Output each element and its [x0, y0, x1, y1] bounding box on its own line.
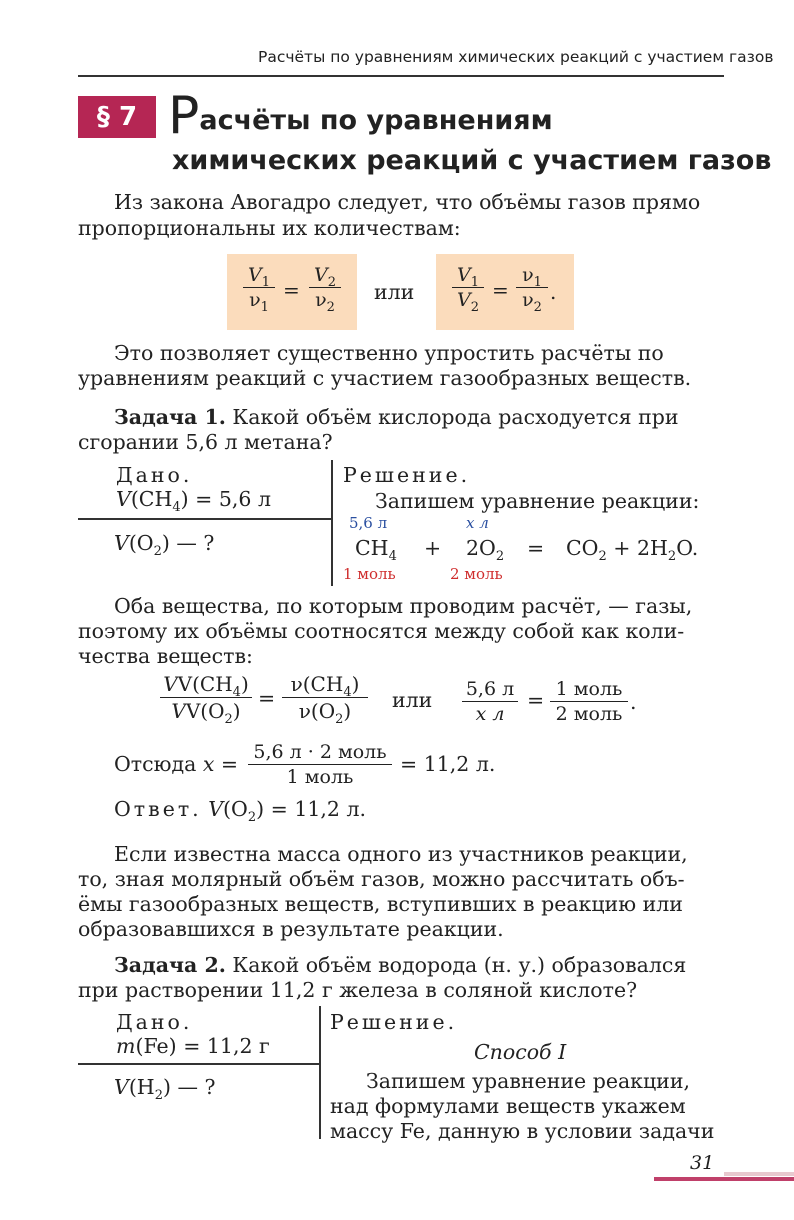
- task1-line2: сгорании 5,6 л метана?: [78, 430, 333, 454]
- task1-solution-label: Решение.: [343, 463, 471, 487]
- task2-given-label: Дано.: [116, 1010, 193, 1034]
- task2-given-value: m(Fe) = 11,2 г: [116, 1034, 270, 1058]
- running-header: Расчёты по уравнениям химических реакций с участием газов: [258, 48, 774, 66]
- reaction-products: $CO_2 + 2H_2O$.: [566, 536, 699, 565]
- para3-line1: Оба вещества, по которым проводим расчёт, — газы,: [114, 594, 693, 618]
- task1-label: Задача 1.: [114, 405, 226, 429]
- title-initial-letter: Р: [168, 86, 200, 146]
- task1-given-label: Дано.: [116, 463, 193, 487]
- calc-fraction: 5,6 л · 2 моль 1 моль: [248, 741, 392, 788]
- para4-line1: Если известна масса одного из участников реакции,: [114, 842, 688, 866]
- task2-line1: Задача 2. Какой объём водорода (н. у.) образовался: [114, 953, 687, 977]
- task2-solution-label: Решение.: [330, 1010, 458, 1034]
- ratio-fraction-amounts: $\frac{\nu(CH_4)}{\nu(O_2)}$: [282, 672, 368, 723]
- task1-solution-line: Запишем уравнение реакции:: [375, 489, 700, 513]
- task2-solution-line2: над формулами веществ укажем: [330, 1094, 686, 1118]
- fraction-v1-v2: $\frac{V_1}{V_2}$: [452, 264, 484, 311]
- task1-line1: Задача 1. Какой объём кислорода расходуется при: [114, 405, 679, 429]
- formula-box-1: [227, 254, 357, 330]
- or-word-2: или: [392, 688, 433, 712]
- formula-box-2: [436, 254, 574, 330]
- reaction-plus: +: [424, 536, 442, 560]
- para4-line4: образовавшихся в результате реакции.: [78, 917, 504, 941]
- footer-rule: [654, 1177, 794, 1181]
- formula2-dot: .: [550, 280, 557, 304]
- formula2-equals: =: [492, 278, 509, 302]
- task2-method: Способ I: [474, 1040, 567, 1064]
- ratio-dot: .: [630, 690, 637, 714]
- answer-label: Ответ.: [114, 797, 202, 821]
- task2-vertical-divider: [319, 1006, 321, 1139]
- header-rule: [78, 75, 724, 77]
- task2-find: $V(H_2)$ — ?: [114, 1075, 216, 1104]
- para4-line2: то, зная молярный объём газов, можно рассчитать объ-: [78, 867, 685, 891]
- calc-prefix: Отсюда x =: [114, 752, 239, 776]
- intro-line2: пропорциональны их количествам:: [78, 216, 461, 240]
- ratio-fraction-numeric: 5,6 л x л: [462, 678, 518, 725]
- ratio-equals-1: =: [258, 686, 276, 710]
- section-title-line2: химических реакций с участием газов: [172, 145, 772, 176]
- para2-line1: Это позволяет существенно упростить расчёты по: [114, 341, 664, 365]
- or-word-1: или: [374, 280, 415, 304]
- task1-find: $V(O_2)$ — ?: [114, 531, 215, 560]
- para3-line2: поэтому их объёмы соотносятся между собой как коли-: [78, 619, 685, 643]
- para3-line3: чества веществ:: [78, 644, 253, 668]
- reaction-2o2: $2O_2$: [466, 536, 505, 565]
- reaction-ch4: $CH_4$: [355, 536, 397, 565]
- section-badge: § 7: [78, 96, 156, 138]
- task2-solution-line1: Запишем уравнение реакции,: [366, 1069, 691, 1093]
- ratio-fraction-moles: 1 моль 2 моль: [550, 678, 628, 725]
- fraction-v2-nu2: $\frac{V_2}{\nu_2}$: [309, 264, 341, 311]
- page-number: 31: [690, 1152, 715, 1174]
- calc-result: = 11,2 л.: [400, 752, 496, 776]
- reaction-equals: =: [527, 536, 545, 560]
- annotation-below-ch4: 1 моль: [343, 565, 396, 583]
- task1-vertical-divider: [331, 460, 333, 586]
- task1-answer: Ответ. $V(O_2) = 11,2$ л.: [114, 797, 367, 826]
- task2-label: Задача 2.: [114, 953, 226, 977]
- annotation-above-ch4: 5,6 л: [349, 514, 388, 532]
- title-line1-text: асчёты по уравнениям: [199, 105, 553, 136]
- intro-line1: Из закона Авогадро следует, что объёмы газов прямо: [114, 190, 701, 214]
- fraction-nu1-nu2: $\frac{\nu_1}{\nu_2}$: [516, 264, 548, 311]
- annotation-below-o2: 2 моль: [450, 565, 503, 583]
- para2-line2: уравнениям реакций с участием газообразных веществ.: [78, 366, 692, 390]
- ratio-equals-2: =: [527, 688, 545, 712]
- footer-rule-light: [724, 1172, 794, 1176]
- para4-line3: ёмы газообразных веществ, вступивших в реакцию или: [78, 892, 683, 916]
- formula1-equals: =: [283, 278, 300, 302]
- section-title-line1: [168, 86, 553, 146]
- task1-given-divider: [78, 518, 332, 520]
- task1-given-value: $V(CH_4) = 5,6$ л: [116, 487, 272, 516]
- task2-given-divider: [78, 1063, 320, 1065]
- ratio-fraction-volumes: $\frac{VV(CH_4)}{VV(O_2)}$: [160, 672, 252, 723]
- annotation-above-o2: x л: [466, 514, 489, 532]
- fraction-v1-nu1: $\frac{V_1}{\nu_1}$: [243, 264, 275, 311]
- task2-line2: при растворении 11,2 г железа в соляной кислоте?: [78, 978, 638, 1002]
- task2-solution-line3: массу Fe, данную в условии задачи: [330, 1119, 715, 1143]
